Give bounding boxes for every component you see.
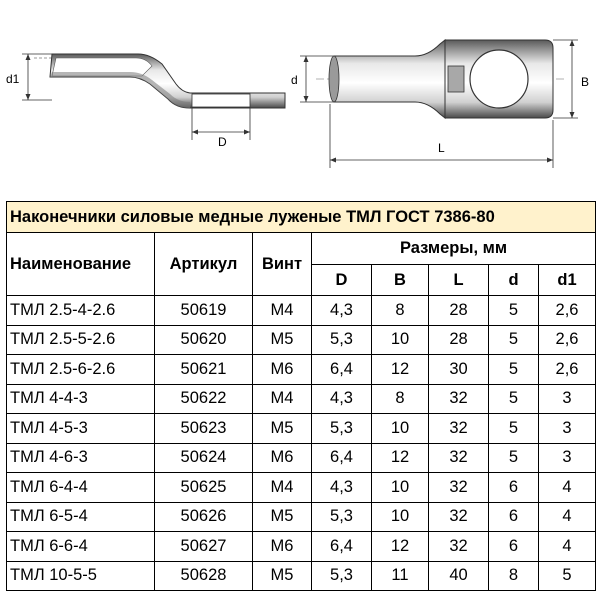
cell-d1: 4 <box>539 502 596 532</box>
label-B: B <box>581 75 590 89</box>
cell-L: 28 <box>429 325 489 355</box>
cell-article: 50622 <box>155 384 253 414</box>
cell-B: 10 <box>372 502 429 532</box>
cell-name: ТМЛ 4-5-3 <box>7 414 155 444</box>
cell-B: 11 <box>372 561 429 591</box>
top-hole <box>470 50 528 108</box>
table-row <box>7 561 596 591</box>
cell-B: 10 <box>372 414 429 444</box>
cell-L: 28 <box>429 296 489 326</box>
header-dimensions: Размеры, мм <box>312 233 596 265</box>
side-flat-hole <box>192 94 250 107</box>
table-title: Наконечники силовые медные луженые ТМЛ ГОСТ 7386-80 <box>7 202 596 233</box>
cell-name: ТМЛ 2.5-5-2.6 <box>7 325 155 355</box>
cell-article: 50624 <box>155 443 253 473</box>
cell-screw: М6 <box>253 355 312 385</box>
table-row <box>7 473 596 503</box>
cell-screw: М6 <box>253 532 312 562</box>
header-screw: Винт <box>253 233 312 296</box>
cell-d1: 3 <box>539 443 596 473</box>
header-d1: d1 <box>539 265 596 296</box>
table-row <box>7 532 596 562</box>
cell-article: 50625 <box>155 473 253 503</box>
cell-D: 5,3 <box>312 561 372 591</box>
spec-table <box>6 201 596 591</box>
cell-name: ТМЛ 6-5-4 <box>7 502 155 532</box>
cell-d1: 3 <box>539 414 596 444</box>
lug-technical-drawing <box>0 0 600 200</box>
cell-D: 6,4 <box>312 355 372 385</box>
cell-screw: М5 <box>253 502 312 532</box>
table-row <box>7 384 596 414</box>
cell-D: 4,3 <box>312 296 372 326</box>
cell-D: 6,4 <box>312 532 372 562</box>
cell-d: 5 <box>489 384 539 414</box>
table-row <box>7 296 596 326</box>
table-row <box>7 325 596 355</box>
cell-name: ТМЛ 10-5-5 <box>7 561 155 591</box>
cell-L: 32 <box>429 502 489 532</box>
cell-article: 50628 <box>155 561 253 591</box>
cell-d: 5 <box>489 296 539 326</box>
cell-d: 6 <box>489 502 539 532</box>
cell-D: 4,3 <box>312 384 372 414</box>
table-row <box>7 414 596 444</box>
cell-screw: М6 <box>253 443 312 473</box>
cell-B: 12 <box>372 355 429 385</box>
cell-D: 6,4 <box>312 443 372 473</box>
cell-d: 5 <box>489 325 539 355</box>
cell-screw: М4 <box>253 473 312 503</box>
top-barrel <box>334 40 445 118</box>
cell-D: 4,3 <box>312 473 372 503</box>
cell-B: 8 <box>372 296 429 326</box>
cell-D: 5,3 <box>312 325 372 355</box>
label-d: d <box>291 73 298 87</box>
lug-side-view <box>22 54 285 140</box>
cell-d1: 4 <box>539 473 596 503</box>
cell-L: 30 <box>429 355 489 385</box>
cell-article: 50626 <box>155 502 253 532</box>
cell-d1: 5 <box>539 561 596 591</box>
table-row <box>7 355 596 385</box>
cell-L: 32 <box>429 473 489 503</box>
cell-B: 10 <box>372 473 429 503</box>
cell-B: 12 <box>372 443 429 473</box>
header-D: D <box>312 265 372 296</box>
cell-d1: 2,6 <box>539 296 596 326</box>
cell-d1: 2,6 <box>539 325 596 355</box>
table-row <box>7 502 596 532</box>
cell-d: 5 <box>489 414 539 444</box>
header-d: d <box>489 265 539 296</box>
cell-B: 12 <box>372 532 429 562</box>
cell-B: 10 <box>372 325 429 355</box>
cell-d1: 3 <box>539 384 596 414</box>
cell-name: ТМЛ 6-6-4 <box>7 532 155 562</box>
cell-screw: М4 <box>253 296 312 326</box>
cell-d: 6 <box>489 532 539 562</box>
cell-L: 32 <box>429 414 489 444</box>
top-neck <box>448 66 464 92</box>
cell-L: 40 <box>429 561 489 591</box>
label-d1: d1 <box>6 72 20 86</box>
cell-name: ТМЛ 4-6-3 <box>7 443 155 473</box>
cell-article: 50620 <box>155 325 253 355</box>
cell-article: 50619 <box>155 296 253 326</box>
cell-d: 8 <box>489 561 539 591</box>
top-barrel-opening <box>329 56 339 102</box>
cell-d: 5 <box>489 355 539 385</box>
header-name: Наименование <box>7 233 155 296</box>
cell-L: 32 <box>429 443 489 473</box>
cell-d: 5 <box>489 443 539 473</box>
cell-D: 5,3 <box>312 414 372 444</box>
cell-screw: М5 <box>253 414 312 444</box>
label-L: L <box>438 141 445 155</box>
cell-article: 50623 <box>155 414 253 444</box>
cell-screw: М5 <box>253 325 312 355</box>
cell-L: 32 <box>429 384 489 414</box>
header-article: Артикул <box>155 233 253 296</box>
table-row <box>7 443 596 473</box>
cell-d1: 4 <box>539 532 596 562</box>
header-B: B <box>372 265 429 296</box>
cell-screw: М5 <box>253 561 312 591</box>
header-L: L <box>429 265 489 296</box>
cell-screw: М4 <box>253 384 312 414</box>
cell-d1: 2,6 <box>539 355 596 385</box>
cell-article: 50627 <box>155 532 253 562</box>
cell-article: 50621 <box>155 355 253 385</box>
cell-name: ТМЛ 6-4-4 <box>7 473 155 503</box>
cell-d: 6 <box>489 473 539 503</box>
cell-name: ТМЛ 2.5-4-2.6 <box>7 296 155 326</box>
cell-name: ТМЛ 2.5-6-2.6 <box>7 355 155 385</box>
label-D-side: D <box>218 135 227 149</box>
cell-D: 5,3 <box>312 502 372 532</box>
cell-L: 32 <box>429 532 489 562</box>
cell-name: ТМЛ 4-4-3 <box>7 384 155 414</box>
cell-B: 8 <box>372 384 429 414</box>
